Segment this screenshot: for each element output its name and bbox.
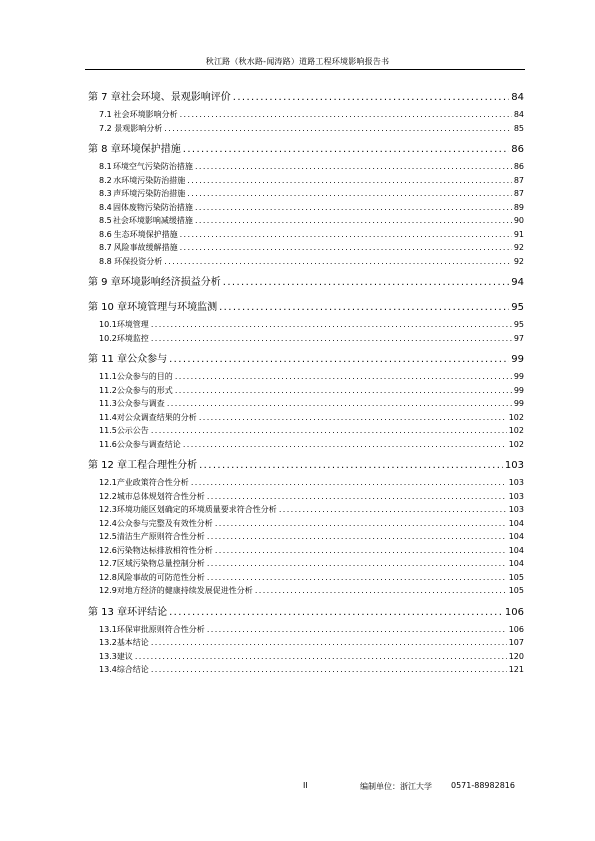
toc-chapter-entry — [88, 298, 524, 312]
toc-entry-page: 84 — [513, 110, 524, 119]
toc-section-entry — [88, 333, 524, 344]
toc-entry-number: 8.4 — [99, 202, 112, 212]
toc-entry-page: 104 — [508, 545, 524, 555]
toc-entry-number: 7.2 — [99, 123, 112, 133]
toc-entry-title: 社会环境影响分析 — [113, 110, 178, 119]
toc-section-entry — [88, 123, 524, 134]
toc-entry-page: 99 — [513, 385, 524, 395]
toc-entry-number: 第 9 章 — [88, 277, 121, 288]
toc-dot-leader — [199, 413, 507, 422]
toc-entry-number: 8.7 — [99, 243, 112, 252]
toc-entry-number: 11.4 — [99, 412, 117, 422]
toc-entry-page: 86 — [511, 144, 524, 155]
toc-entry-title: 景观影响分析 — [114, 123, 163, 133]
toc-entry-page: 121 — [508, 665, 524, 674]
toc-entry-number: 12.6 — [99, 545, 117, 555]
toc-section-entry — [88, 504, 524, 515]
toc-entry-number: 12.1 — [99, 478, 117, 487]
toc-dot-leader — [215, 519, 507, 528]
toc-entry-number: 8.5 — [99, 216, 112, 225]
toc-chapter-entry — [88, 603, 524, 617]
toc-section-entry — [88, 229, 524, 240]
toc-entry-number: 11.2 — [99, 385, 117, 395]
toc-chapter-entry — [88, 140, 524, 154]
toc-entry-number: 10.1 — [99, 320, 117, 329]
toc-entry-title: 建议 — [116, 651, 133, 661]
toc-section-entry — [88, 664, 524, 675]
toc-chapter-entry — [88, 350, 524, 364]
toc-dot-leader — [207, 492, 507, 501]
toc-entry-number: 8.3 — [99, 189, 112, 198]
toc-dot-leader — [151, 320, 512, 329]
toc-entry-page: 105 — [508, 572, 524, 582]
toc-entry-title: 公众参与 — [127, 354, 168, 365]
toc-entry-number: 13.2 — [99, 638, 117, 647]
toc-entry-title: 公众参与调查 — [116, 399, 165, 408]
toc-dot-leader — [180, 230, 512, 239]
toc-dot-leader — [279, 505, 507, 514]
toc-dot-leader — [233, 92, 510, 103]
toc-chapter-entry — [88, 273, 524, 287]
toc-entry-number: 7.1 — [99, 110, 112, 119]
toc-entry-page: 99 — [513, 372, 524, 381]
toc-section-entry — [88, 439, 524, 450]
toc-entry-number: 12.3 — [99, 505, 117, 514]
toc-entry-title: 公众参与完整及有效性分析 — [116, 518, 213, 528]
toc-entry-page: 103 — [504, 460, 524, 471]
toc-section-entry — [88, 109, 524, 120]
toc-entry-page: 97 — [513, 333, 524, 343]
toc-section-entry — [88, 412, 524, 423]
toc-entry-title: 环境管理 — [116, 320, 149, 329]
toc-dot-leader — [183, 144, 510, 155]
toc-entry-page: 102 — [508, 439, 524, 449]
toc-entry-title: 产业政策符合性分析 — [116, 478, 189, 487]
toc-entry-page: 106 — [504, 606, 524, 618]
toc-section-entry — [88, 242, 524, 253]
toc-entry-page: 120 — [508, 651, 524, 661]
toc-entry-title: 环评结论 — [127, 606, 168, 618]
toc-entry-number: 第 8 章 — [88, 144, 121, 155]
toc-entry-page: 102 — [508, 412, 524, 422]
toc-entry-number: 12.2 — [99, 491, 117, 501]
toc-entry-title: 公众参与调查结论 — [116, 439, 181, 449]
toc-dot-leader — [195, 162, 512, 171]
toc-section-entry — [88, 398, 524, 409]
toc-entry-number: 12.4 — [99, 518, 117, 528]
toc-entry-page: 99 — [511, 354, 524, 365]
toc-entry-number: 8.8 — [99, 256, 112, 266]
phone-number: 0571-88982816 — [451, 781, 515, 790]
toc-entry-number: 13.3 — [99, 651, 117, 661]
toc-entry-title: 水环境污染防治措施 — [113, 175, 186, 185]
toc-dot-leader — [151, 665, 507, 674]
toc-entry-title: 基本结论 — [116, 638, 149, 647]
toc-entry-number: 12.5 — [99, 532, 117, 541]
toc-dot-leader — [167, 399, 512, 408]
toc-section-entry — [88, 161, 524, 172]
toc-entry-page: 103 — [508, 478, 524, 487]
toc-dot-leader — [207, 559, 507, 568]
toc-section-entry — [88, 215, 524, 226]
toc-entry-title: 声环境污染防治措施 — [113, 189, 186, 198]
toc-dot-leader — [175, 372, 512, 381]
toc-entry-title: 城市总体规划符合性分析 — [116, 491, 205, 501]
toc-section-entry — [88, 188, 524, 199]
toc-entry-page: 107 — [508, 638, 524, 647]
toc-section-entry — [88, 518, 524, 529]
toc-entry-page: 104 — [508, 559, 524, 568]
toc-entry-title: 环境监控 — [116, 333, 149, 343]
toc-dot-leader — [199, 460, 503, 471]
toc-dot-leader — [223, 277, 510, 288]
toc-entry-number: 11.6 — [99, 439, 117, 449]
toc-entry-page: 105 — [508, 586, 524, 595]
toc-entry-page: 106 — [508, 624, 524, 634]
toc-dot-leader — [151, 638, 507, 647]
toc-dot-leader — [207, 573, 507, 582]
toc-entry-page: 91 — [513, 229, 524, 239]
toc-section-entry — [88, 545, 524, 556]
toc-section-entry — [88, 651, 524, 662]
toc-entry-number: 8.2 — [99, 175, 112, 185]
toc-entry-page: 86 — [513, 162, 524, 171]
toc-dot-leader — [187, 176, 512, 185]
toc-dot-leader — [169, 607, 503, 618]
toc-section-entry — [88, 637, 524, 648]
toc-entry-title: 工程合理性分析 — [127, 460, 198, 471]
toc-entry-number: 11.3 — [99, 399, 117, 408]
organization: 编制单位：浙江大学 — [360, 782, 432, 791]
toc-entry-title: 风险事故的可防范性分析 — [116, 572, 205, 582]
toc-dot-leader — [195, 216, 512, 225]
toc-entry-number: 10.2 — [99, 333, 117, 343]
toc-entry-title: 清洁生产原则符合性分析 — [116, 532, 205, 541]
toc-entry-title: 风险事故缓解措施 — [113, 243, 178, 252]
toc-dot-leader — [175, 386, 512, 395]
toc-entry-title: 环境影响经济损益分析 — [120, 277, 221, 288]
toc-entry-number: 第 12 章 — [88, 460, 128, 471]
toc-entry-number: 第 10 章 — [88, 302, 128, 313]
toc-entry-page: 92 — [513, 243, 524, 252]
toc-entry-number: 第 7 章 — [88, 92, 121, 103]
toc-entry-number: 11.5 — [99, 426, 117, 435]
toc-dot-leader — [207, 532, 507, 541]
toc-entry-number: 12.9 — [99, 586, 117, 595]
toc-entry-title: 公众参与的目的 — [116, 372, 173, 381]
toc-entry-title: 环境功能区划确定的环境质量要求符合性分析 — [116, 505, 277, 514]
toc-entry-number: 8.1 — [99, 162, 112, 171]
toc-section-entry — [88, 531, 524, 542]
toc-entry-page: 84 — [511, 92, 524, 103]
toc-entry-page: 95 — [511, 302, 524, 313]
toc-entry-page: 94 — [511, 277, 524, 288]
toc-entry-title: 对公众调查结果的分析 — [116, 412, 197, 422]
toc-entry-page: 102 — [508, 426, 524, 435]
running-header: 秋江路（秋水路-闻涛路）道路工程环境影响报告书 — [205, 57, 390, 66]
toc-entry-page: 85 — [513, 123, 524, 133]
toc-dot-leader — [195, 203, 512, 212]
toc-entry-title: 公示公告 — [116, 426, 149, 435]
toc-entry-page: 103 — [508, 491, 524, 501]
toc-entry-number: 第 13 章 — [88, 606, 128, 618]
toc-section-entry — [88, 202, 524, 213]
toc-entry-page: 103 — [508, 505, 524, 514]
toc-entry-title: 生态环境保护措施 — [113, 229, 178, 239]
toc-entry-number: 13.1 — [99, 624, 117, 634]
toc-section-entry — [88, 491, 524, 502]
toc-entry-title: 环境空气污染防治措施 — [112, 162, 193, 171]
toc-entry-title: 公众参与的形式 — [116, 385, 173, 395]
toc-entry-title: 对地方经济的健康持续发展促进性分析 — [116, 586, 253, 595]
toc-entry-page: 92 — [513, 256, 524, 266]
toc-entry-number: 8.6 — [99, 229, 112, 239]
page-number: II — [303, 781, 308, 790]
toc-section-entry — [88, 319, 524, 330]
toc-entry-number: 11.1 — [99, 372, 117, 381]
toc-entry-title: 社会环境影响减缓措施 — [112, 216, 193, 225]
toc-entry-number: 12.7 — [99, 559, 117, 568]
toc-section-entry — [88, 572, 524, 583]
toc-section-entry — [88, 477, 524, 488]
toc-entry-title: 环保投资分析 — [114, 256, 163, 266]
toc-dot-leader — [164, 124, 512, 133]
toc-entry-number: 13.4 — [99, 665, 117, 674]
toc-dot-leader — [191, 478, 507, 487]
toc-dot-leader — [180, 243, 512, 252]
toc-section-entry — [88, 371, 524, 382]
toc-entry-title: 污染物达标排放相符性分析 — [116, 545, 213, 555]
toc-entry-number: 第 11 章 — [88, 354, 128, 365]
toc-entry-page: 99 — [513, 399, 524, 408]
toc-chapter-entry — [88, 88, 524, 102]
toc-section-entry — [88, 425, 524, 436]
toc-entry-title: 环保审批原则符合性分析 — [116, 624, 205, 634]
toc-dot-leader — [207, 625, 507, 634]
toc-section-entry — [88, 624, 524, 635]
toc-entry-title: 环境管理与环境监测 — [127, 302, 218, 313]
toc-entry-title: 区域污染物总量控制分析 — [116, 559, 205, 568]
toc-chapter-entry — [88, 456, 524, 470]
toc-section-entry — [88, 385, 524, 396]
toc-dot-leader — [187, 189, 512, 198]
toc-entry-page: 90 — [513, 216, 524, 225]
toc-dot-leader — [183, 440, 507, 449]
toc-entry-number: 12.8 — [99, 572, 117, 582]
toc-dot-leader — [180, 110, 512, 119]
toc-dot-leader — [151, 334, 512, 343]
toc-dot-leader — [135, 652, 507, 661]
toc-dot-leader — [219, 302, 509, 313]
toc-entry-title: 综合结论 — [116, 665, 149, 674]
toc-dot-leader — [164, 257, 512, 266]
toc-entry-page: 104 — [508, 518, 524, 528]
toc-entry-page: 89 — [513, 202, 524, 212]
toc-entry-page: 87 — [513, 189, 524, 198]
toc-dot-leader — [215, 546, 507, 555]
toc-entry-title: 环境保护措施 — [120, 144, 181, 155]
toc-dot-leader — [255, 586, 507, 595]
toc-entry-title: 社会环境、景观影响评价 — [120, 92, 231, 103]
toc-dot-leader — [151, 426, 507, 435]
toc-section-entry — [88, 585, 524, 596]
toc-entry-page: 87 — [513, 175, 524, 185]
toc-section-entry — [88, 558, 524, 569]
toc-section-entry — [88, 175, 524, 186]
toc-entry-page: 104 — [508, 532, 524, 541]
toc-entry-page: 95 — [513, 320, 524, 329]
toc-entry-title: 固体废物污染防治措施 — [112, 202, 193, 212]
toc-dot-leader — [169, 354, 509, 365]
toc-section-entry — [88, 256, 524, 267]
